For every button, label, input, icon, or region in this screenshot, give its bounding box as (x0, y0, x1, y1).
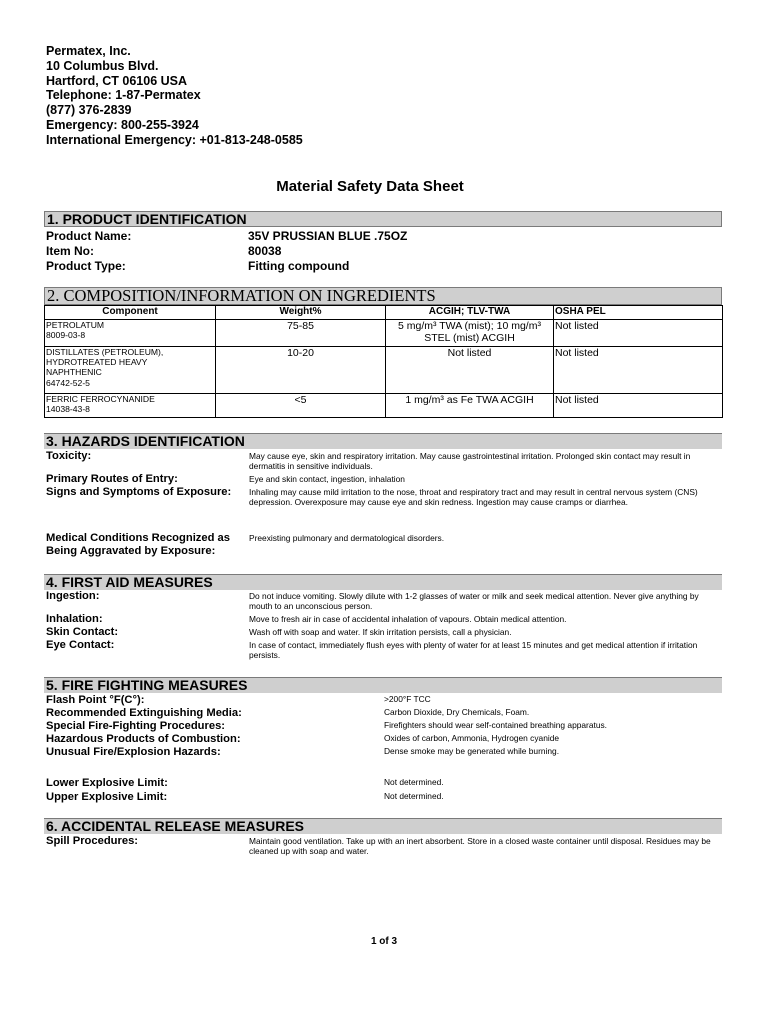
symptoms-label: Signs and Symptoms of Exposure: (46, 486, 232, 498)
product-type-label: Product Type: (46, 259, 126, 273)
upper-explosive-limit-label: Upper Explosive Limit: (46, 791, 168, 803)
component-cas: 8009-03-8 (46, 330, 86, 341)
acgih-line: 5 mg/m³ TWA (mist); 10 mg/m³ (398, 320, 541, 332)
weight-cell: 10-20 (216, 347, 386, 394)
eye-contact-label: Eye Contact: (46, 639, 115, 651)
section-2-heading: 2. COMPOSITION/INFORMATION ON INGREDIENTS (44, 287, 722, 305)
medical-conditions-label-1: Medical Conditions Recognized as (46, 532, 230, 544)
acgih-cell (386, 394, 554, 418)
combustion-products-label: Hazardous Products of Combustion: (46, 733, 241, 745)
company-emergency: Emergency: 800-255-3924 (46, 117, 199, 132)
acgih-cell (386, 347, 554, 394)
section-5-heading: 5. FIRE FIGHTING MEASURES (44, 677, 722, 693)
product-name-label: Product Name: (46, 229, 132, 243)
spill-procedures-label: Spill Procedures: (46, 835, 139, 847)
section-1-heading: 1. PRODUCT IDENTIFICATION (44, 211, 722, 227)
document-title: Material Safety Data Sheet (276, 178, 464, 195)
company-phone-2: (877) 376-2839 (46, 103, 132, 118)
section-6-heading: 6. ACCIDENTAL RELEASE MEASURES (44, 818, 722, 834)
company-telephone: Telephone: 1-87-Permatex (46, 88, 201, 103)
routes-label: Primary Routes of Entry: (46, 473, 178, 485)
component-cell (45, 394, 216, 418)
item-no-label: Item No: (46, 244, 94, 258)
composition-table (44, 305, 723, 418)
component-cell (45, 347, 216, 394)
combustion-products-value: Oxides of carbon, Ammonia, Hydrogen cyanide (384, 733, 560, 743)
inhalation-text: Move to fresh air in case of accidental inhalation of vapours. Obtain medical attention. (249, 614, 567, 624)
osha-cell: Not listed (554, 394, 723, 418)
table-row (45, 347, 723, 394)
component-cas: 64742-52-5 (46, 377, 90, 388)
component-name: HYDROTREATED HEAVY (46, 357, 148, 368)
lower-explosive-limit-label: Lower Explosive Limit: (46, 777, 168, 789)
flash-point-value: >200°F TCC (384, 694, 431, 704)
osha-cell: Not listed (554, 320, 723, 347)
company-intl-emergency: International Emergency: +01-813-248-0585 (46, 132, 303, 147)
spill-procedures-text: Maintain good ventilation. Take up with an inert absorbent. Store in a closed waste container until disposal. Residues may be cleaned up with soap and water. (249, 836, 711, 857)
osha-cell: Not listed (554, 347, 723, 394)
page-number: 1 of 3 (370, 936, 398, 947)
acgih-line: STEL (mist) ACGIH (424, 332, 515, 344)
skin-contact-label: Skin Contact: (46, 626, 119, 638)
extinguishing-media-value: Carbon Dioxide, Dry Chemicals, Foam. (384, 707, 530, 717)
company-address-1: 10 Columbus Blvd. (46, 58, 159, 73)
table-row (45, 394, 723, 418)
toxicity-label: Toxicity: (46, 450, 92, 462)
component-name: PETROLATUM (46, 320, 105, 330)
component-cas: 14038-43-8 (46, 404, 90, 415)
inhalation-label: Inhalation: (46, 613, 103, 625)
col-osha-header: OSHA PEL (554, 306, 723, 320)
extinguishing-media-label: Recommended Extinguishing Media: (46, 707, 242, 719)
col-weight-header: Weight% (216, 306, 386, 320)
section-4-heading: 4. FIRST AID MEASURES (44, 574, 722, 590)
acgih-line: 1 mg/m³ as Fe TWA ACGIH (405, 394, 534, 406)
ingestion-text: Do not induce vomiting. Slowly dilute with 1-2 glasses of water or milk and seek medical attention. Never give anything by mouth to an unconscious person. (249, 591, 699, 612)
col-acgih-header: ACGIH; TLV-TWA (386, 306, 554, 320)
table-row (45, 320, 723, 347)
fire-fighting-procedures-label: Special Fire-Fighting Procedures: (46, 720, 226, 732)
ingestion-label: Ingestion: (46, 590, 100, 602)
component-cell (45, 320, 216, 347)
medical-conditions-label-2: Being Aggravated by Exposure: (46, 545, 216, 557)
symptoms-text: Inhaling may cause mild irritation to the nose, throat and respiratory tract and may result in central nervous system (CNS) depression. Overexposure may cause eye and skin redness. Ingestion may cause cramps or diarrhea. (249, 487, 698, 508)
acgih-line: Not listed (447, 347, 492, 359)
company-header (46, 44, 303, 148)
flash-point-label: Flash Point °F(C°): (46, 694, 145, 706)
product-name-value: 35V PRUSSIAN BLUE .75OZ (248, 229, 408, 243)
lower-explosive-limit-value: Not determined. (384, 777, 444, 787)
fire-fighting-procedures-value: Firefighters should wear self-contained breathing apparatus. (384, 720, 607, 730)
weight-cell: <5 (216, 394, 386, 418)
routes-text: Eye and skin contact, ingestion, inhalation (249, 474, 405, 484)
weight-cell: 75-85 (216, 320, 386, 347)
medical-conditions-text: Preexisting pulmonary and dermatological disorders. (249, 533, 445, 543)
component-name: NAPHTHENIC (46, 367, 102, 378)
component-name: DISTILLATES (PETROLEUM), (46, 347, 164, 357)
explosion-hazards-value: Dense smoke may be generated while burning. (384, 746, 560, 756)
item-no-value: 80038 (248, 244, 282, 258)
explosion-hazards-label: Unusual Fire/Explosion Hazards: (46, 746, 221, 758)
upper-explosive-limit-value: Not determined. (384, 791, 444, 801)
toxicity-text: May cause eye, skin and respiratory irritation. May cause gastrointestinal irritation. Prolonged skin contact may result in dermatitis in sensitive individuals. (249, 451, 691, 472)
acgih-cell (386, 320, 554, 347)
section-3-heading: 3. HAZARDS IDENTIFICATION (44, 433, 722, 449)
company-address-2: Hartford, CT 06106 USA (46, 73, 188, 88)
skin-contact-text: Wash off with soap and water. If skin irritation persists, call a physician. (249, 627, 512, 637)
eye-contact-text: In case of contact, immediately flush eyes with plenty of water for at least 15 minutes and get medical attention if irritation persists. (249, 640, 698, 661)
col-component-header: Component (45, 306, 216, 320)
company-name: Permatex, Inc. (46, 44, 131, 58)
product-type-value: Fitting compound (248, 259, 350, 273)
component-name: FERRIC FERROCYNANIDE (46, 394, 155, 404)
table-header-row (45, 306, 723, 320)
